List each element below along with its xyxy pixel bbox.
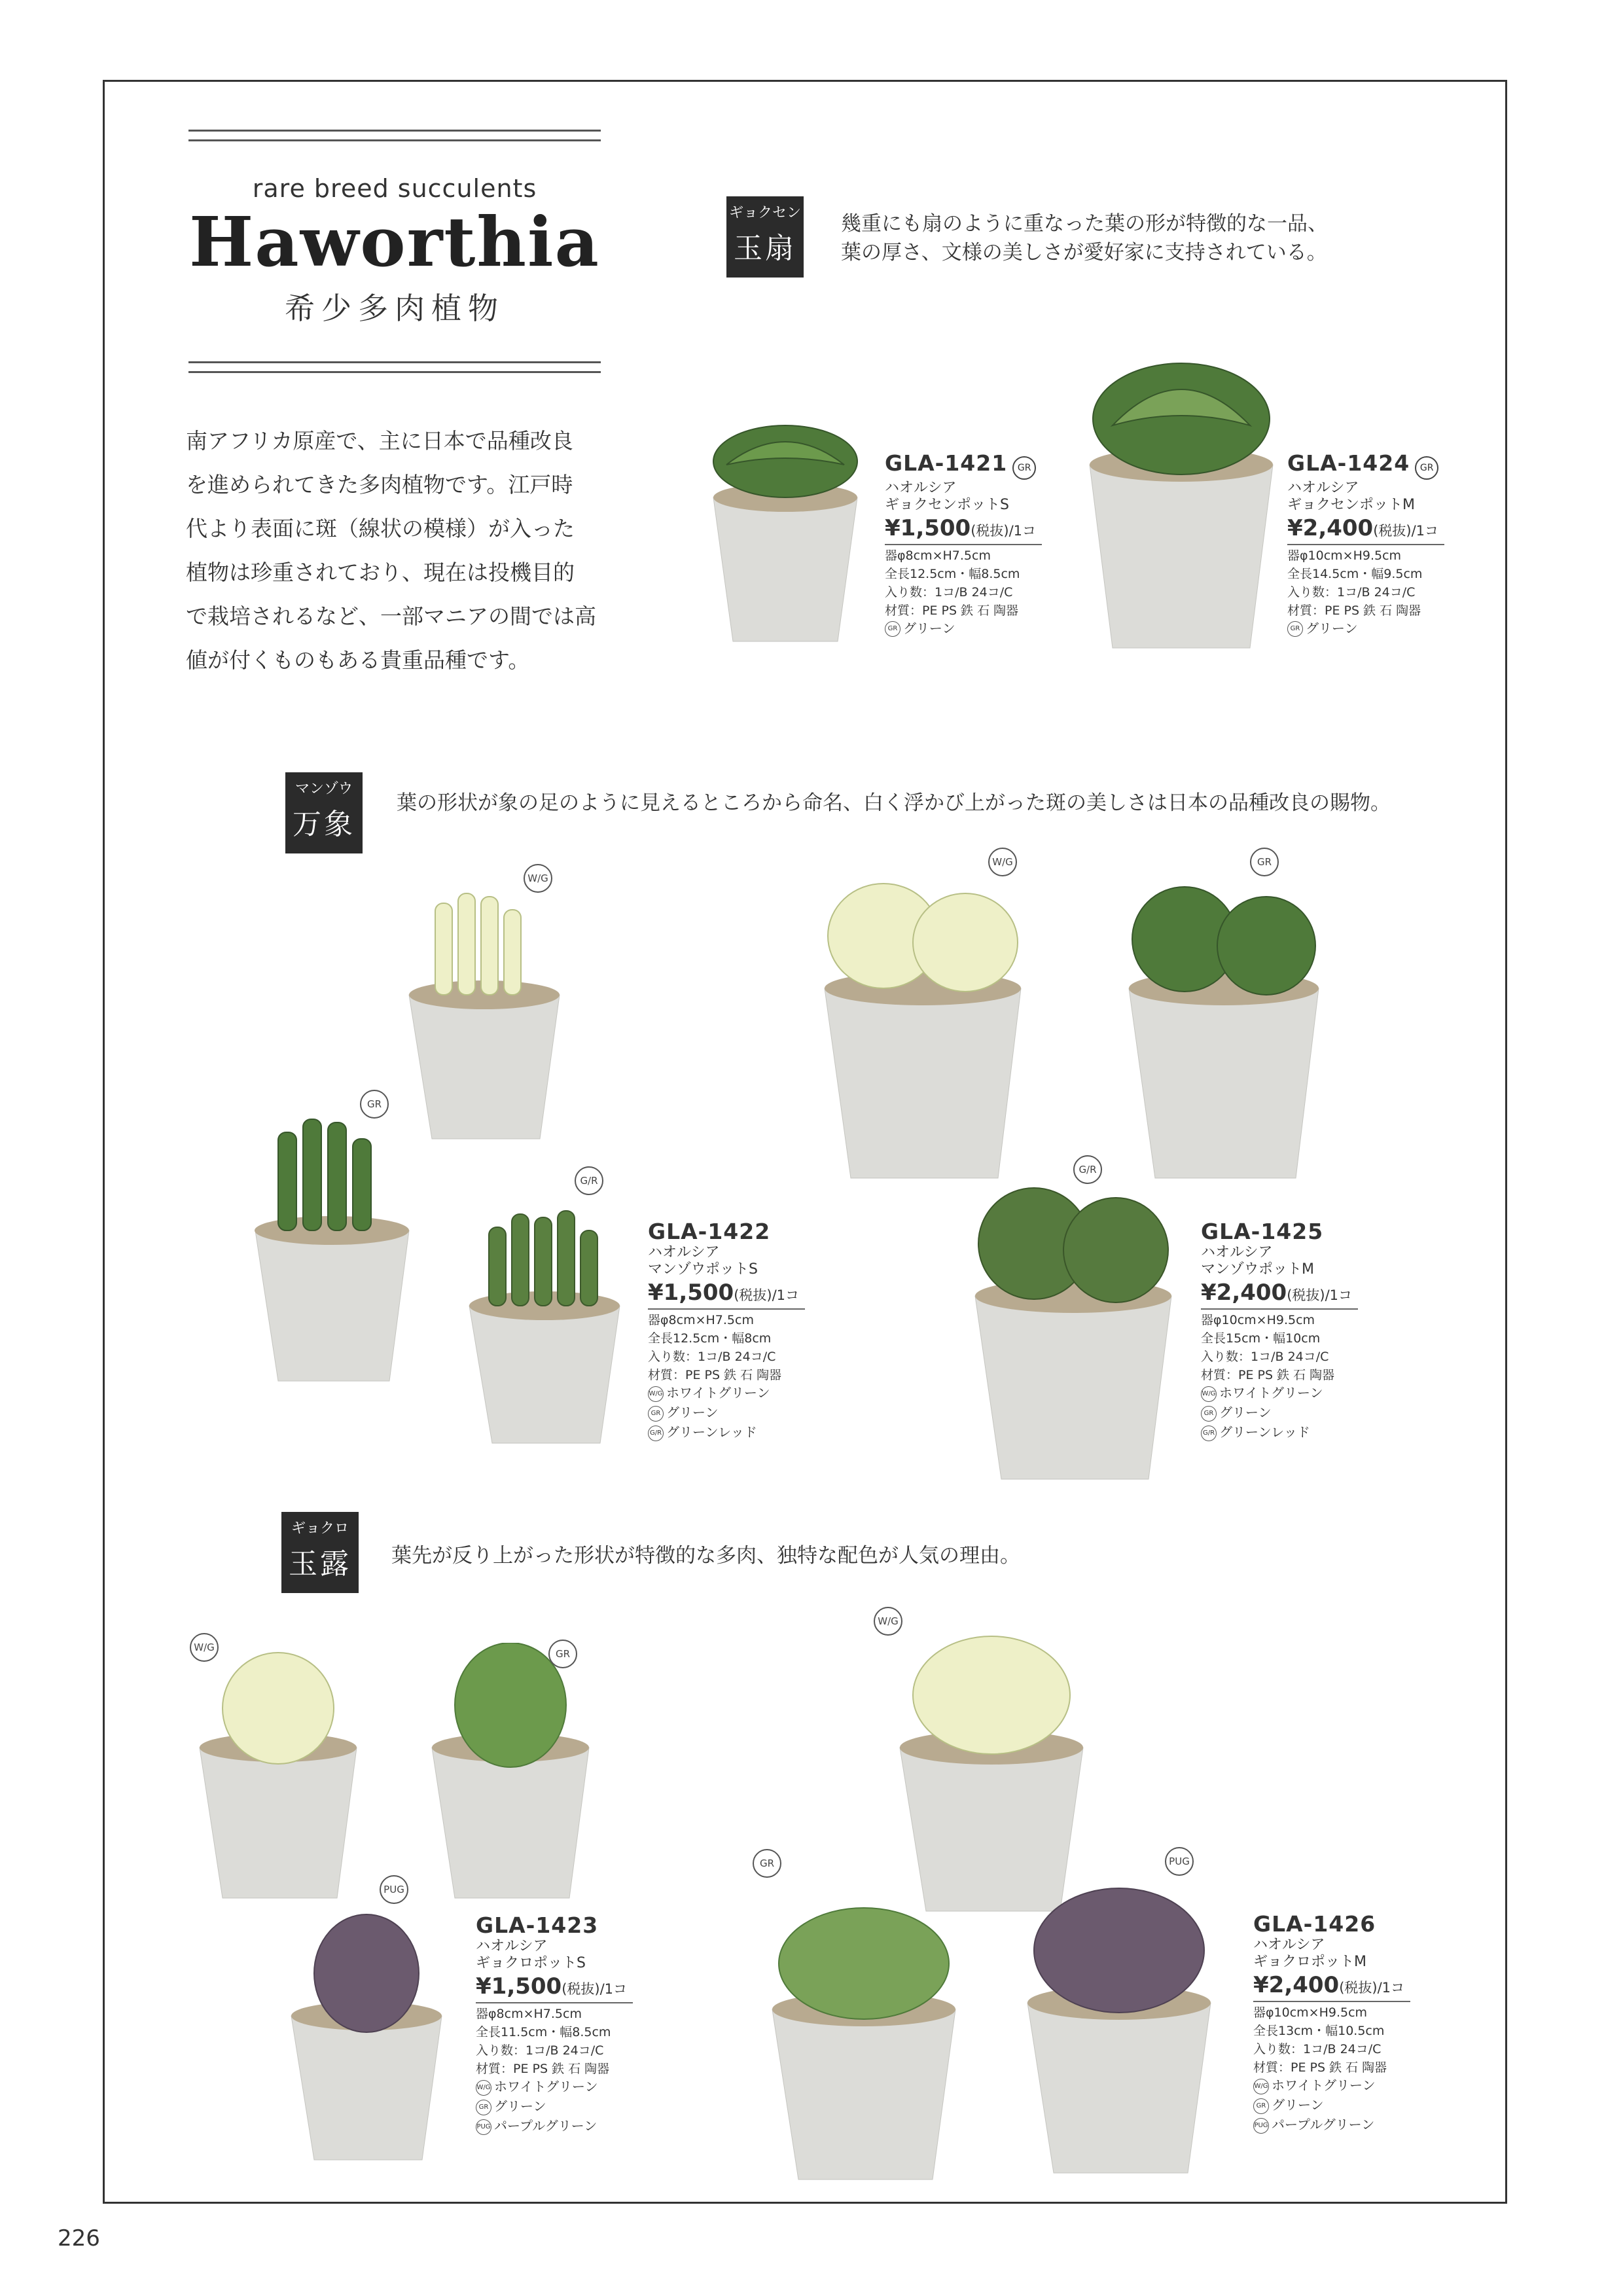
- product-spec: 材質：PE PS 鉄 石 陶器: [885, 603, 1019, 618]
- section-desc-line: 幾重にも扇のように重なった葉の形が特徴的な一品、: [841, 212, 1328, 236]
- color-option: [1253, 2075, 1450, 2095]
- product-name-line: ハオルシア: [648, 1244, 720, 1261]
- header-rule-bottom: [188, 361, 601, 373]
- color-option: [648, 1403, 844, 1422]
- color-option: [1253, 2095, 1450, 2115]
- section-desc-line: 葉の厚さ、文様の美しさが愛好家に支持されている。: [841, 241, 1327, 264]
- product-name-line: ギョクロポットM: [1253, 1954, 1366, 1970]
- price-tax-note: (税抜)/1コ: [971, 522, 1037, 539]
- plant-photo-gyokuro-s-gr: [429, 1643, 592, 1905]
- product-spec: 全長14.5cm・幅9.5cm: [1287, 566, 1423, 581]
- section-desc-gyokuro: [391, 1541, 1020, 1570]
- color-option-label: グリーンレッド: [1219, 1424, 1310, 1440]
- photo-tag: W/G: [874, 1607, 902, 1636]
- price-value: ¥2,400: [1253, 1972, 1340, 1998]
- plant-illustration: [893, 1630, 1090, 1918]
- product-spec: 入り数：1コ/B 24コ/C: [1201, 1350, 1329, 1364]
- product-spec: 器φ8cm×H7.5cm: [476, 2007, 582, 2021]
- product-spec: 入り数：1コ/B 24コ/C: [1253, 2042, 1382, 2056]
- section-kanji: 万象: [293, 808, 355, 841]
- color-option-icon: GR: [885, 621, 901, 637]
- color-code-badge: GR: [1415, 456, 1438, 480]
- product-spec: 器φ8cm×H7.5cm: [885, 548, 991, 563]
- product-spec: 全長11.5cm・幅8.5cm: [476, 2025, 611, 2039]
- plant-illustration: [406, 890, 563, 1145]
- photo-tag: GR: [548, 1640, 577, 1668]
- product-spec: 全長15cm・幅10cm: [1201, 1331, 1321, 1346]
- price-tax-note: (税抜)/1コ: [562, 1981, 628, 1997]
- color-option-label: ホワイトグリーン: [666, 1385, 770, 1401]
- intro-text: [186, 419, 618, 682]
- plant-illustration: [1021, 1878, 1217, 2179]
- photo-tag: PUG: [1165, 1847, 1194, 1876]
- color-option-icon: GR: [1287, 621, 1303, 637]
- color-option: [1253, 2115, 1450, 2134]
- plant-illustration: [969, 1178, 1178, 1486]
- photo-tag: G/R: [575, 1166, 603, 1195]
- section-desc-line: 葉先が反り上がった形状が特徴的な多肉、独特な配色が人気の理由。: [391, 1544, 1020, 1568]
- color-option-label: ホワイトグリーン: [1272, 2077, 1376, 2093]
- photo-tag: GR: [1250, 848, 1279, 876]
- page-title-jp: 希少多肉植物: [285, 291, 505, 326]
- product-name-line: ハオルシア: [1253, 1937, 1325, 1953]
- plant-photo-manzo-m-wg: [818, 877, 1027, 1185]
- color-option-label: ホワイトグリーン: [1219, 1385, 1323, 1401]
- product-name-line: ハオルシア: [1287, 479, 1359, 496]
- color-option-icon: PUG: [476, 2119, 491, 2135]
- page-number: 226: [58, 2225, 100, 2251]
- product-gla1426: [1253, 1911, 1450, 2134]
- plant-illustration: [429, 1643, 592, 1905]
- price-tax-note: (税抜)/1コ: [1287, 1287, 1353, 1303]
- product-price: [885, 515, 1042, 545]
- product-spec: 器φ10cm×H9.5cm: [1201, 1313, 1315, 1327]
- section-desc-gyokusen: [841, 209, 1328, 267]
- color-option-label: グリーン: [1272, 2097, 1324, 2113]
- product-code: GLA-1424: [1287, 450, 1410, 476]
- product-spec: 器φ10cm×H9.5cm: [1253, 2005, 1368, 2020]
- photo-tag: G/R: [1073, 1155, 1102, 1184]
- price-value: ¥2,400: [1201, 1280, 1287, 1306]
- color-option-label: ホワイトグリーン: [494, 2079, 598, 2094]
- color-option-icon: W/G: [1201, 1386, 1217, 1402]
- color-option: [476, 2096, 672, 2116]
- photo-tag: W/G: [988, 848, 1017, 876]
- product-spec: 全長12.5cm・幅8cm: [648, 1331, 772, 1346]
- color-option-icon: W/G: [1253, 2079, 1269, 2094]
- product-spec: 全長13cm・幅10.5cm: [1253, 2024, 1385, 2038]
- intro-line: 値が付くものもある貴重品種です。: [186, 647, 530, 673]
- color-option-label: パープルグリーン: [494, 2118, 597, 2134]
- plant-photo-gyokuro-s-pug: [288, 1911, 445, 2166]
- product-name-line: マンゾウポットS: [648, 1261, 758, 1278]
- product-code: GLA-1422: [648, 1219, 771, 1244]
- section-badge-gyokuro: [281, 1512, 359, 1593]
- color-option-label: グリーン: [1219, 1405, 1272, 1420]
- intro-line: で栽培されるなど、一部マニアの間では高: [186, 603, 596, 629]
- intro-line: 南アフリカ原産で、主に日本で品種改良: [186, 428, 573, 454]
- intro-line: 代より表面に斑（線状の模様）が入った: [186, 516, 575, 541]
- section-badge-manzo: [285, 772, 363, 853]
- section-ruby: ギョクセン: [728, 205, 801, 221]
- product-gla1423: [476, 1912, 672, 2136]
- color-option-icon: GR: [1201, 1406, 1217, 1422]
- product-gla1424: [1287, 450, 1484, 638]
- product-spec: 入り数：1コ/B 24コ/C: [1287, 584, 1416, 600]
- product-spec: 材質：PE PS 鉄 石 陶器: [1253, 2060, 1387, 2075]
- section-desc-manzo: [397, 789, 1391, 817]
- color-option-icon: G/R: [1201, 1426, 1217, 1441]
- plant-photo-gyokuro-m-wg: [893, 1630, 1090, 1918]
- product-price: [648, 1280, 805, 1310]
- plant-illustration: [766, 1898, 962, 2186]
- price-value: ¥1,500: [648, 1280, 734, 1306]
- product-spec: 全長12.5cm・幅8.5cm: [885, 566, 1020, 581]
- color-option-label: グリーン: [903, 620, 955, 636]
- section-ruby: マンゾウ: [294, 781, 353, 797]
- product-code: GLA-1421: [885, 450, 1008, 476]
- color-code-badge: GR: [1012, 456, 1036, 480]
- plant-illustration: [288, 1911, 445, 2166]
- plant-photo-gla1421: [700, 399, 870, 648]
- price-tax-note: (税抜)/1コ: [1373, 522, 1439, 539]
- product-gla1425: [1201, 1219, 1397, 1442]
- product-gla1421: [885, 450, 1081, 638]
- section-desc-line: 葉の形状が象の足のように見えるところから命名、白く浮かび上がった斑の美しさは日本の品種改良の賜物。: [397, 791, 1391, 815]
- product-price: [476, 1973, 633, 2003]
- color-option: [648, 1422, 844, 1442]
- color-option-label: グリーン: [666, 1405, 719, 1420]
- plant-illustration: [1122, 877, 1325, 1185]
- product-spec: 入り数：1コ/B 24コ/C: [648, 1350, 776, 1364]
- price-value: ¥2,400: [1287, 514, 1374, 541]
- plant-illustration: [196, 1643, 360, 1905]
- product-spec: 器φ10cm×H9.5cm: [1287, 548, 1402, 563]
- intro-line: 植物は珍重されており、現在は投機目的: [186, 560, 575, 585]
- price-value: ¥1,500: [885, 514, 971, 541]
- plant-photo-manzo-s-wg: [406, 890, 563, 1145]
- photo-tag: PUG: [380, 1875, 408, 1904]
- color-option-icon: GR: [476, 2100, 491, 2115]
- product-spec: 入り数：1コ/B 24コ/C: [476, 2043, 604, 2058]
- plant-photo-gyokuro-m-pug: [1021, 1878, 1217, 2179]
- product-spec: 器φ8cm×H7.5cm: [648, 1313, 754, 1327]
- product-price: [1253, 1972, 1410, 2002]
- price-value: ¥1,500: [476, 1973, 562, 2000]
- section-ruby: ギョクロ: [291, 1520, 349, 1537]
- plant-illustration: [466, 1201, 623, 1450]
- product-gla1422: [648, 1219, 844, 1442]
- color-option-icon: PUG: [1253, 2118, 1269, 2134]
- header-rule-top: [188, 130, 601, 141]
- color-option: [885, 619, 1081, 638]
- product-price: [1201, 1280, 1358, 1310]
- product-name-line: ハオルシア: [1201, 1244, 1273, 1261]
- color-option: [1201, 1403, 1397, 1422]
- product-spec: 材質：PE PS 鉄 石 陶器: [476, 2062, 610, 2076]
- color-option: [476, 2077, 672, 2096]
- product-name-line: ハオルシア: [476, 1938, 548, 1954]
- section-badge-gyokusen: [726, 196, 804, 278]
- color-option-icon: W/G: [648, 1386, 664, 1402]
- page-title: Haworthia: [189, 202, 600, 282]
- plant-illustration: [700, 399, 870, 648]
- plant-photo-manzo-s-gr: [252, 1113, 412, 1388]
- product-price: [1287, 515, 1444, 545]
- product-code: GLA-1426: [1253, 1911, 1376, 1937]
- product-name-line: ギョクセンポットS: [885, 496, 1009, 513]
- product-spec: 入り数：1コ/B 24コ/C: [885, 584, 1013, 600]
- product-name-line: ギョクロポットS: [476, 1955, 586, 1971]
- color-option-label: グリーン: [494, 2098, 546, 2114]
- photo-tag: W/G: [524, 864, 552, 893]
- section-kanji: 玉扇: [734, 232, 796, 265]
- plant-photo-manzo-m-gr: [1122, 877, 1325, 1185]
- photo-tag: GR: [360, 1090, 389, 1119]
- product-name-line: ハオルシア: [885, 479, 957, 496]
- product-code: GLA-1425: [1201, 1219, 1324, 1244]
- color-option-label: パープルグリーン: [1272, 2117, 1375, 2132]
- color-option-icon: GR: [1253, 2098, 1269, 2114]
- price-tax-note: (税抜)/1コ: [734, 1287, 800, 1303]
- color-option: [648, 1383, 844, 1403]
- price-tax-note: (税抜)/1コ: [1339, 1980, 1405, 1996]
- color-option-icon: GR: [648, 1406, 664, 1422]
- plant-photo-gyokuro-s-wg: [196, 1643, 360, 1905]
- color-option: [476, 2116, 672, 2136]
- color-option-label: グリーン: [1306, 620, 1358, 636]
- product-spec: 材質：PE PS 鉄 石 陶器: [1287, 603, 1421, 618]
- plant-photo-manzo-s-gr2: [466, 1201, 623, 1450]
- color-option-icon: G/R: [648, 1426, 664, 1441]
- color-option: [1287, 619, 1484, 638]
- product-spec: 材質：PE PS 鉄 石 陶器: [648, 1368, 782, 1382]
- color-option-icon: W/G: [476, 2080, 491, 2096]
- intro-line: を進められてきた多肉植物です。江戸時: [186, 472, 573, 497]
- product-name-line: マンゾウポットM: [1201, 1261, 1314, 1278]
- photo-tag: GR: [753, 1849, 781, 1878]
- section-kanji: 玉露: [289, 1547, 351, 1581]
- plant-illustration: [1080, 340, 1283, 655]
- plant-photo-manzo-m-gr2: [969, 1178, 1178, 1486]
- color-option: [1201, 1422, 1397, 1442]
- plant-photo-gyokuro-m-gr: [766, 1898, 962, 2186]
- plant-illustration: [818, 877, 1027, 1185]
- product-code: GLA-1423: [476, 1912, 599, 1938]
- product-spec: 材質：PE PS 鉄 石 陶器: [1201, 1368, 1335, 1382]
- photo-tag: W/G: [190, 1633, 219, 1662]
- plant-illustration: [252, 1113, 412, 1388]
- header-subtitle: rare breed succulents: [252, 174, 537, 203]
- product-name-line: ギョクセンポットM: [1287, 496, 1415, 513]
- color-option-label: グリーンレッド: [666, 1424, 757, 1440]
- plant-photo-gla1424: [1080, 340, 1283, 655]
- color-option: [1201, 1383, 1397, 1403]
